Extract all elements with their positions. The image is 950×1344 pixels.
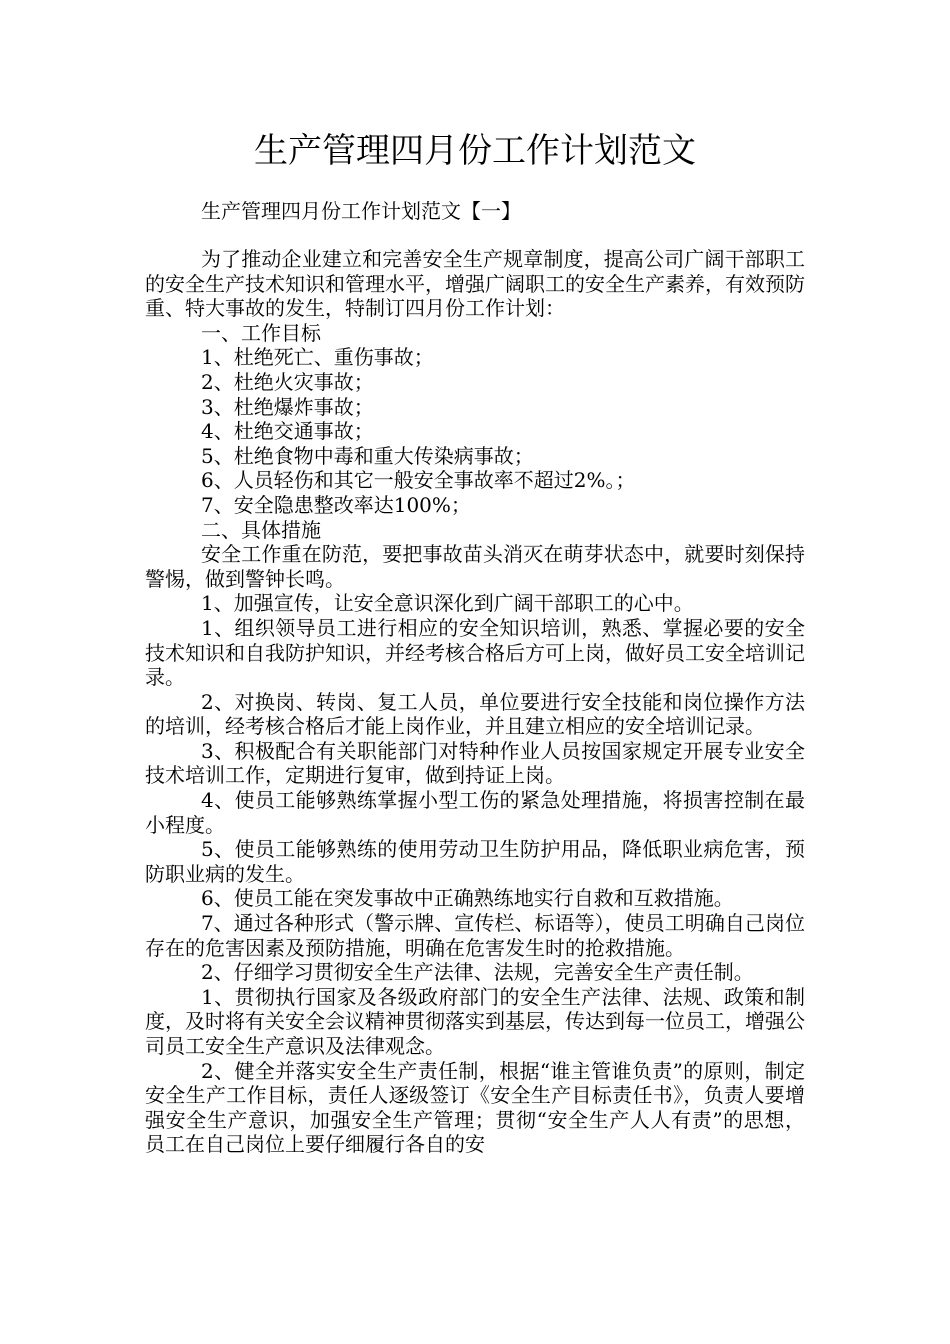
list-item: 5、杜绝食物中毒和重大传染病事故； bbox=[201, 443, 534, 468]
paragraph: 7、通过各种形式（警示牌、宣传栏、标语等），使员工明确自己岗位存在的危害因素及预防措施，明确在危害发生时的抢救措施。 bbox=[145, 911, 805, 960]
document-body bbox=[145, 247, 805, 1157]
document-subtitle: 生产管理四月份工作计划范文【一】 bbox=[201, 199, 521, 223]
paragraph: 4、使员工能够熟练掌握小型工伤的紧急处理措施，将损害控制在最小程度。 bbox=[145, 788, 805, 837]
list-item: 3、杜绝爆炸事故； bbox=[201, 394, 374, 419]
paragraph: 1、组织领导员工进行相应的安全知识培训，熟悉、掌握必要的安全技术知识和自我防护知识，并经考核合格后方可上岗，做好员工安全培训记录。 bbox=[145, 615, 805, 690]
document-title: 生产管理四月份工作计划范文 bbox=[254, 131, 696, 171]
list-item: 4、杜绝交通事故； bbox=[201, 419, 374, 444]
list-item: 1、杜绝死亡、重伤事故； bbox=[201, 345, 434, 370]
paragraph: 5、使员工能够熟练的使用劳动卫生防护用品，降低职业病危害，预防职业病的发生。 bbox=[145, 837, 805, 886]
list-item: 7、安全隐患整改率达100%； bbox=[201, 492, 471, 517]
paragraph: 2、仔细学习贯彻安全生产法律、法规，完善安全生产责任制。 bbox=[201, 960, 754, 985]
section-heading: 一、工作目标 bbox=[201, 320, 321, 345]
list-item: 6、人员轻伤和其它一般安全事故率不超过2%。； bbox=[201, 468, 636, 493]
paragraph: 3、积极配合有关职能部门对特种作业人员按国家规定开展专业安全技术培训工作，定期进行复审，做到持证上岗。 bbox=[145, 738, 805, 788]
list-item: 2、杜绝火灾事故； bbox=[201, 369, 374, 394]
section-heading: 二、具体措施 bbox=[201, 517, 321, 542]
paragraph: 安全工作重在防范，要把事故苗头消灭在萌芽状态中，就要时刻保持警惕，做到警钟长鸣。 bbox=[145, 542, 805, 591]
paragraph: 1、加强宣传，让安全意识深化到广阔干部职工的心中。 bbox=[201, 591, 694, 616]
paragraph: 2、健全并落实安全生产责任制，根据“谁主管谁负责”的原则，制定安全生产工作目标，责任人逐级签订《安全生产目标责任书》，负责人要增强安全生产意识，加强安全生产管理；贯彻“安全生产人人有责”的思想，员工在自己岗位上要仔细履行各自的安 bbox=[145, 1058, 805, 1157]
paragraph: 6、使员工能在突发事故中正确熟练地实行自救和互救措施。 bbox=[201, 886, 734, 911]
paragraph: 2、对换岗、转岗、复工人员，单位要进行安全技能和岗位操作方法的培训，经考核合格后才能上岗作业，并且建立相应的安全培训记录。 bbox=[145, 689, 805, 739]
paragraph: 为了推动企业建立和完善安全生产规章制度，提高公司广阔干部职工的安全生产技术知识和管理水平，增强广阔职工的安全生产素养，有效预防重、特大事故的发生，特制订四月份工作计划： bbox=[145, 247, 805, 321]
paragraph: 1、贯彻执行国家及各级政府部门的安全生产法律、法规、政策和制度，及时将有关安全会议精神贯彻落实到基层，传达到每一位员工，增强公司员工安全生产意识及法律观念。 bbox=[145, 984, 805, 1058]
